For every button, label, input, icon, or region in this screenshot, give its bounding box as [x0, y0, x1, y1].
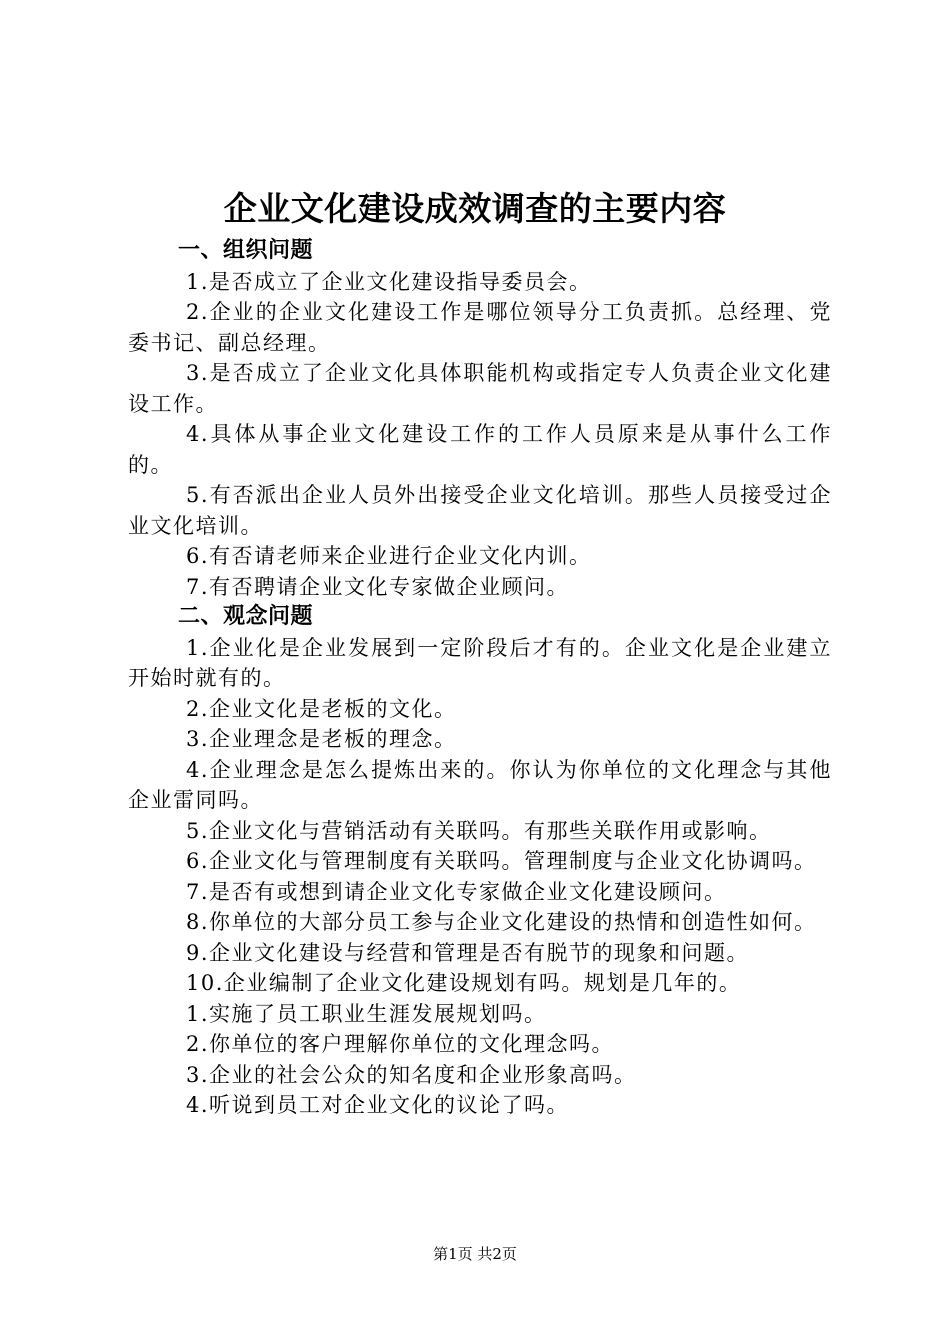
list-item: 7.有否聘请企业文化专家做企业顾问。 [186, 574, 570, 599]
list-item: 6.有否请老师来企业进行企业文化内训。 [186, 544, 592, 568]
list-item: 3.企业理念是老板的理念。 [186, 727, 457, 751]
document-title: 企业文化建设成效调查的主要内容 [223, 189, 727, 228]
list-item: 2.企业的企业文化建设工作是哪位领导分工负责抓。总经理、党委书记、副总经理。 [128, 300, 832, 355]
list-item: 1.是否成立了企业文化建设指导委员会。 [186, 269, 592, 294]
list-item: 1.企业化是企业发展到一定阶段后才有的。企业文化是企业建立开始时就有的。 [128, 635, 832, 690]
list-item: 8.你单位的大部分员工参与企业文化建设的热情和创造性如何。 [186, 910, 817, 934]
document-body [128, 236, 832, 1121]
list-item: 6.企业文化与管理制度有关联吗。管理制度与企业文化协调吗。 [186, 849, 817, 873]
section-heading: 二、观念问题 [178, 604, 314, 629]
list-item: 2.企业文化是老板的文化。 [186, 696, 457, 721]
list-item: 3.是否成立了企业文化具体职能机构或指定专人负责企业文化建设工作。 [128, 361, 832, 416]
list-item: 7.是否有或想到请企业文化专家做企业文化建设顾问。 [186, 879, 727, 904]
list-item: 10.企业编制了企业文化建设规划有吗。规划是几年的。 [186, 971, 742, 995]
list-item: 4.企业理念是怎么提炼出来的。你认为你单位的文化理念与其他企业雷同吗。 [128, 757, 832, 812]
list-item: 5.企业文化与营销活动有关联吗。有那些关联作用或影响。 [186, 818, 772, 843]
list-item: 5.有否派出企业人员外出接受企业文化培训。那些人员接受过企业文化培训。 [128, 483, 832, 538]
list-item: 2.你单位的客户理解你单位的文化理念吗。 [186, 1032, 615, 1056]
page-footer: 第1页 共2页 [433, 1245, 517, 1263]
list-item: 9.企业文化建设与经营和管理是否有脱节的现象和问题。 [186, 940, 750, 965]
list-item: 3.企业的社会公众的知名度和企业形象高吗。 [186, 1062, 637, 1087]
list-item: 1.实施了员工职业生涯发展规划吗。 [186, 1001, 547, 1026]
list-item: 4.具体从事企业文化建设工作的工作人员原来是从事什么工作的。 [128, 422, 832, 477]
list-item: 4.听说到员工对企业文化的议论了吗。 [186, 1093, 570, 1117]
section-heading: 一、组织问题 [178, 238, 314, 263]
